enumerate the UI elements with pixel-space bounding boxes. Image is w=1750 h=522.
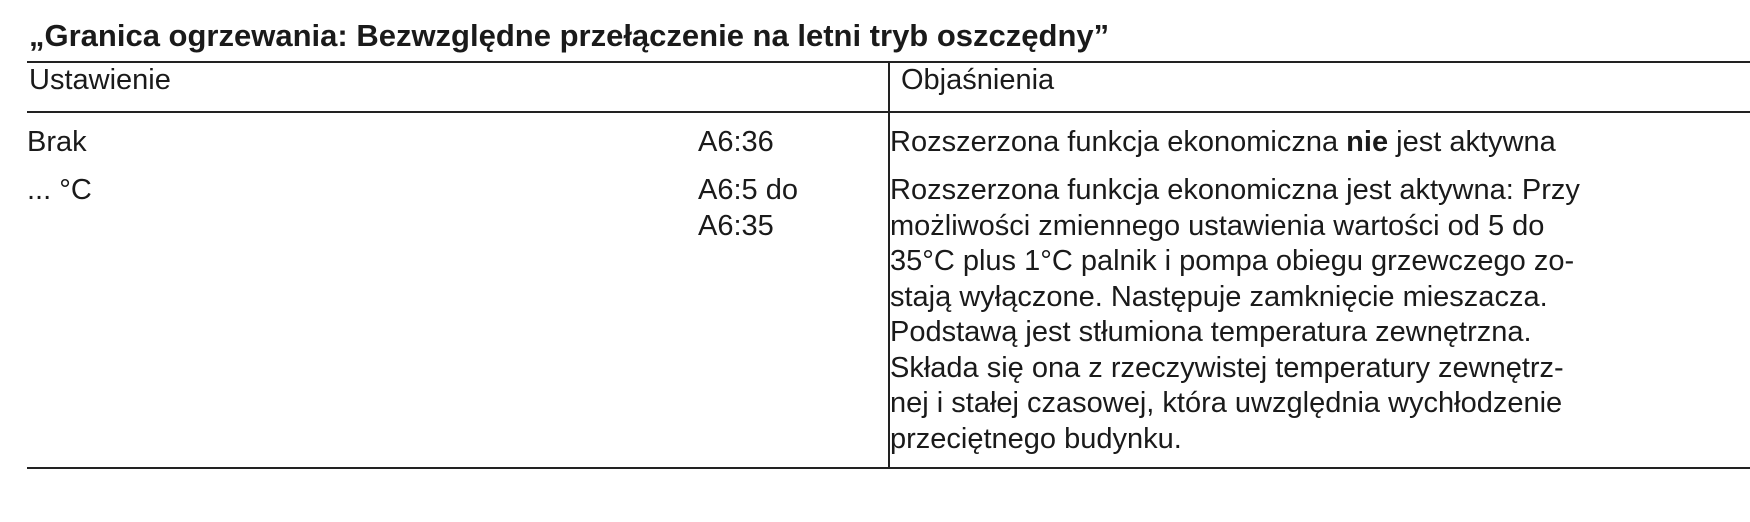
document-page — [27, 16, 1750, 469]
explanation-line: możliwości zmiennego ustawienia wartości od 5 do — [890, 209, 1545, 242]
header-setting: Ustawienie — [27, 62, 889, 112]
code-cell: A6:36 — [698, 126, 774, 158]
settings-table — [27, 61, 1750, 469]
explanation-cell — [889, 164, 1750, 468]
code-cell — [698, 164, 889, 468]
explanation-line: Składa się ona z rzeczywistej temperatury zewnętrz- — [890, 351, 1564, 384]
explanation-line: Rozszerzona funkcja ekonomiczna jest aktywna: Przy — [890, 174, 1580, 206]
explanation-text: jest aktywna — [1388, 126, 1556, 158]
explanation-line: nej i stałej czasowej, która uwzględnia wychłodzenie — [890, 387, 1563, 419]
section-title: „Granica ogrzewania: Bezwzględne przełączenie na letni tryb oszczędny” — [29, 18, 1110, 53]
code-line: A6:5 do — [698, 174, 798, 206]
table-header-row — [27, 62, 1750, 112]
table-row — [27, 112, 1750, 164]
explanation-line: 35°C plus 1°C palnik i pompa obiegu grzewczego zo- — [890, 245, 1575, 277]
setting-cell: Brak — [27, 126, 87, 158]
explanation-line: Podstawą jest stłumiona temperatura zewnętrzna. — [890, 316, 1532, 348]
code-line: A6:35 — [698, 209, 774, 242]
explanation-cell — [889, 112, 1750, 164]
explanation-line: przeciętnego budynku. — [890, 422, 1182, 455]
explanation-emphasis: nie — [1346, 126, 1389, 158]
table-row — [27, 164, 1750, 468]
header-explanation: Objaśnienia — [889, 62, 1750, 112]
explanation-line: stają wyłączone. Następuje zamknięcie mieszacza. — [890, 280, 1548, 313]
setting-cell: ... °C — [27, 164, 698, 468]
explanation-text: Rozszerzona funkcja ekonomiczna — [890, 126, 1347, 158]
